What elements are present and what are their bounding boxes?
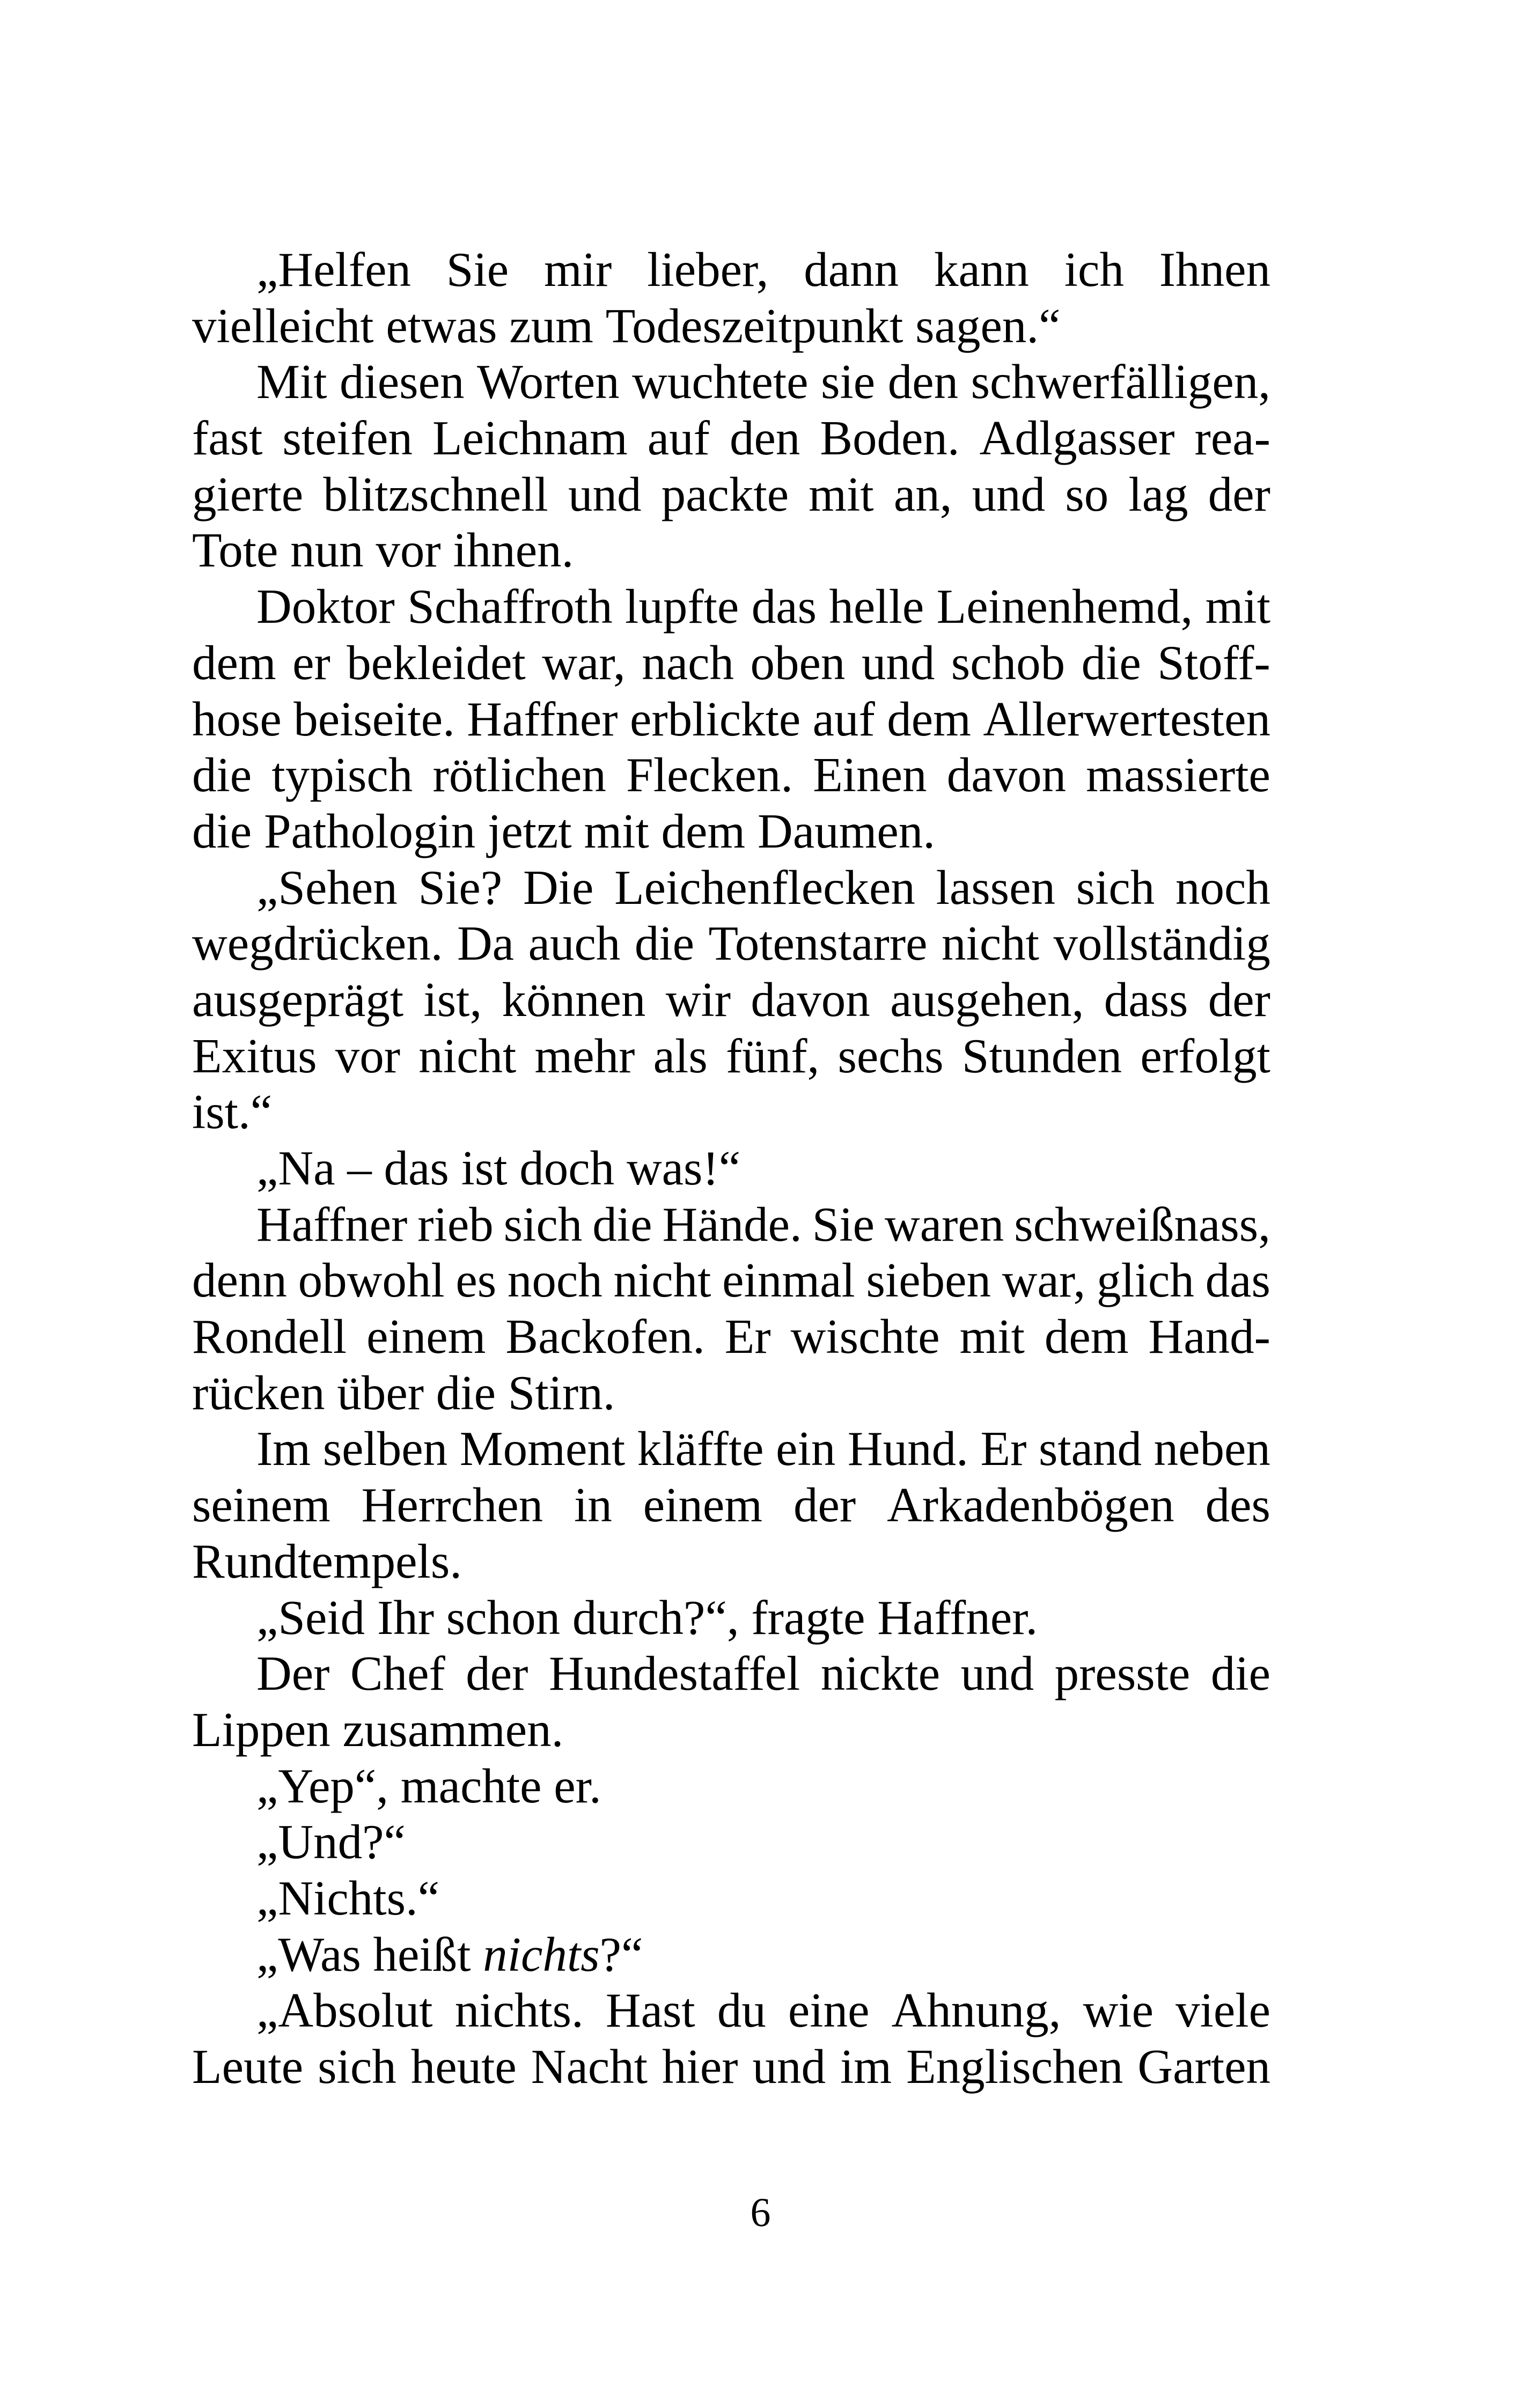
text-line: die typisch rötlichen Flecken. Einen davon massierte — [192, 748, 1270, 802]
text-line: „Seid Ihr schon durch?“, fragte Haffner. — [256, 1590, 1038, 1645]
text-line: „Sehen Sie? Die Leichenflecken lassen sich noch — [256, 860, 1270, 915]
text-line: Rundtempels. — [192, 1534, 462, 1588]
text-line: wegdrücken. Da auch die Totenstarre nicht vollständig — [192, 916, 1270, 971]
text-line: Doktor Schaffroth lupfte das helle Leinenhemd, mit — [256, 579, 1270, 634]
text-line: ausgeprägt ist, können wir davon ausgehen, dass der — [192, 972, 1270, 1027]
text-line: „Yep“, machte er. — [256, 1758, 601, 1813]
page-number: 6 — [750, 2190, 771, 2235]
text-line: dem er bekleidet war, nach oben und schob die Stoff- — [192, 635, 1270, 690]
text-line: Lippen zusammen. — [192, 1702, 564, 1757]
text-line: rücken über die Stirn. — [192, 1365, 615, 1420]
text-line: denn obwohl es noch nicht einmal sieben war, glich das — [192, 1253, 1270, 1308]
text-line: vielleicht etwas zum Todeszeitpunkt sagen.“ — [192, 298, 1061, 353]
text-line: Exitus vor nicht mehr als fünf, sechs Stunden erfolgt — [192, 1028, 1270, 1083]
text-line: die Pathologin jetzt mit dem Daumen. — [192, 804, 936, 858]
text-line: „Was heißt nichts?“ — [256, 1927, 643, 1982]
text-line: „Helfen Sie mir lieber, dann kann ich Ihnen — [256, 242, 1270, 297]
text-line: Haffner rieb sich die Hände. Sie waren schweißnass, — [256, 1197, 1270, 1251]
text-line: gierte blitzschnell und packte mit an, und so lag der — [192, 467, 1270, 521]
text-line: „Nichts.“ — [256, 1871, 440, 1925]
text-line: Tote nun vor ihnen. — [192, 523, 574, 578]
text-line: „Na – das ist doch was!“ — [256, 1141, 741, 1195]
text-line: Rondell einem Backofen. Er wischte mit dem Hand- — [192, 1309, 1270, 1364]
body-text — [192, 242, 1270, 2095]
text-line: Im selben Moment kläffte ein Hund. Er stand neben — [256, 1422, 1270, 1476]
text-line: Der Chef der Hundestaffel nickte und presste die — [256, 1646, 1270, 1701]
text-line: ist.“ — [192, 1085, 273, 1139]
text-line: Mit diesen Worten wuchtete sie den schwerfälligen, — [256, 355, 1270, 409]
text-line: „Absolut nichts. Hast du eine Ahnung, wie viele — [256, 1983, 1270, 2038]
text-line: fast steifen Leichnam auf den Boden. Adlgasser rea- — [192, 411, 1270, 466]
text-line: hose beiseite. Haffner erblickte auf dem Allerwertesten — [192, 691, 1270, 746]
text-line: Leute sich heute Nacht hier und im Englischen Garten — [192, 2039, 1270, 2094]
text-line: „Und?“ — [256, 1815, 406, 1869]
text-line: seinem Herrchen in einem der Arkadenbögen des — [192, 1478, 1270, 1533]
